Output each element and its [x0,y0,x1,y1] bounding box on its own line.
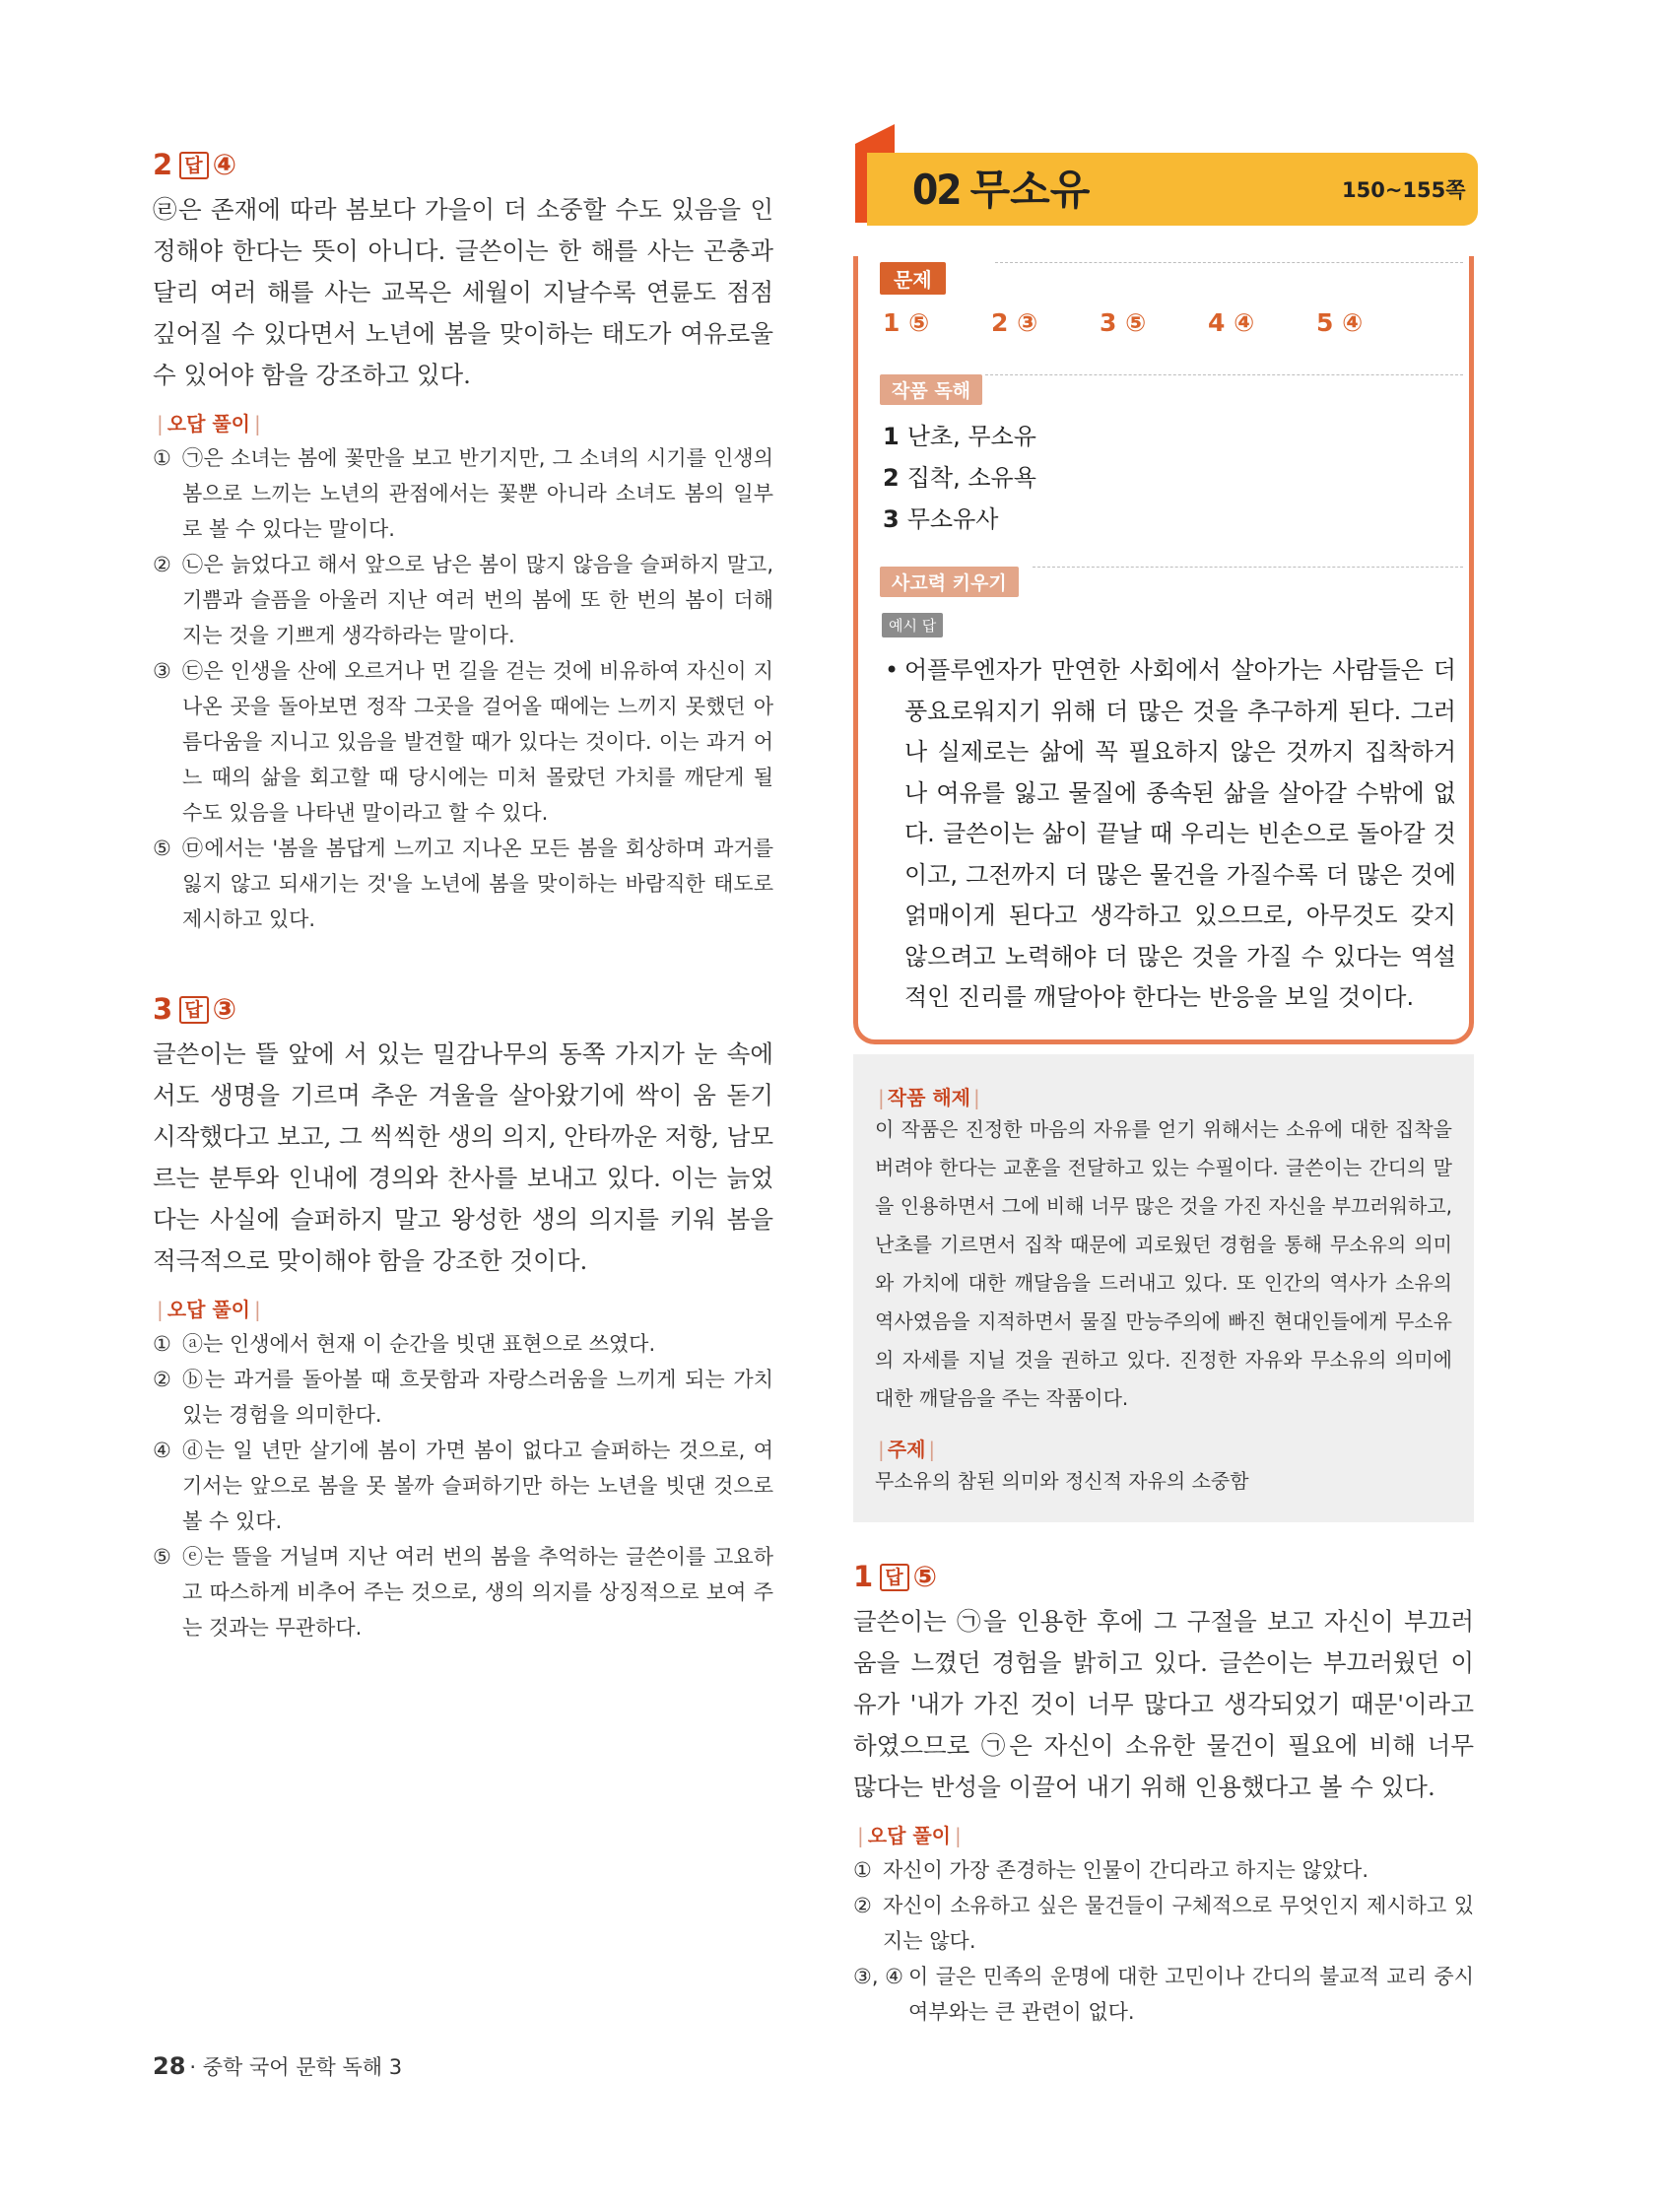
list-item: ① ⓐ는 인생에서 현재 이 순간을 빗댄 표현으로 쓰였다. [153,1332,656,1356]
wrong-answer-label: | 오답 풀이 | [157,1298,261,1321]
lesson-name: 무소유 [969,166,1091,214]
divider [985,374,1463,375]
list-item: ① ㉠은 소녀는 봄에 꽃만을 보고 반기지만, 그 소녀의 시기를 인생의 봄으로 느끼는 노년의 관점에서는 꽃뿐 아니라 소녀도 봄의 일부로 볼 수 있다는 말이다. [153,446,773,541]
wrong-answer-list [153,440,773,937]
analysis-box [853,1054,1474,1522]
answer-item: 3 ⑤ [1100,308,1147,337]
list-item: ② 자신이 소유하고 싶은 물건들이 구체적으로 무엇인지 제시하고 있지는 않다. [853,1894,1474,1953]
list-item: ④ ⓓ는 일 년만 살기에 봄이 가면 봄이 없다고 슬퍼하는 것으로, 여기서는 앞으로 봄을 못 볼까 슬퍼하기만 하는 노년을 빗댄 것으로 볼 수 있다. [153,1439,773,1533]
example-answer-badge: 예시 답 [882,613,943,637]
question-3-heading [153,992,773,1026]
bullet-icon: • [885,656,900,684]
lesson-title [912,158,1090,217]
question-1-heading [853,1560,1474,1593]
page-number: 28 [153,2052,186,2080]
book-title: · 중학 국어 문학 독해 3 [189,2055,403,2079]
answer-label: 답 [179,152,208,179]
answer-item: 2 ③ [991,308,1038,337]
divider [1033,567,1463,568]
question-2-heading [153,148,773,181]
theme-text: 무소유의 참된 의미와 정신적 자유의 소중함 [875,1469,1249,1493]
answer-choice: ③ [212,992,238,1026]
reading-tag: 작품 독해 [880,374,982,405]
question-number: 3 [153,992,174,1026]
thinking-answer: • 어플루엔자가 만연한 사회에서 살아가는 사람들은 더 풍요로워지기 위해 더 많은 것을 추구하게 된다. 그러나 실제로는 삶에 꼭 필요하지 않은 것까지 집착하거나 여유를 잃고 물질에 종속된 삶을 살아갈 수밖에 없다. 글쓴이는 삶이 끝날 때 우리는 빈손으로 돌아갈 것이고, 그전까지 더 많은 물건을 가질수록 더 많은 것에 얽매이게 된다고 생각하고 있으므로, 아무것도 갖지 않으려고 노력해야 더 많은 것을 가질 수 있다는 역설적인 진리를 깨달아야 한다는 반응을 보일 것이다. [885,650,1456,1019]
divider [995,262,1463,263]
answer-item: 1 ⑤ [883,308,930,337]
list-item: 3 무소유사 [883,505,999,533]
page-range: 150~155쪽 [1342,178,1466,202]
list-item: ② ㉡은 늙었다고 해서 앞으로 남은 봄이 많지 않음을 슬퍼하지 말고, 기쁨과 슬픔을 아울러 지난 여러 번의 봄에 또 한 번의 봄이 더해지는 것을 기쁘게 생각하라는 말이다. [153,553,773,647]
answer-item: 5 ④ [1316,308,1364,337]
question-1-section [853,1560,1474,2030]
wrong-answer-list [853,1852,1474,2030]
list-item: ⑤ ㉤에서는 '봄을 봄답게 느끼고 지나온 모든 봄을 회상하며 과거를 잃지 않고 되새기는 것'을 노년에 봄을 맞이하는 바람직한 태도로 제시하고 있다. [153,837,773,931]
list-item: 1 난초, 무소유 [883,423,1036,450]
answer-item: 4 ④ [1208,308,1255,337]
list-item: ③ ㉢은 인생을 산에 오르거나 먼 길을 걷는 것에 비유하여 자신이 지나온 곳을 돌아보면 정작 그곳을 걸어올 때에는 느끼지 못했던 아름다움을 지니고 있음을 발견할 때가 있다는 것이다. 이는 과거 어느 때의 삶을 회고할 때 당시에는 미처 몰랐던 가치를 깨닫게 될 수도 있음을 나타낸 말이라고 할 수 있다. [153,659,773,825]
answer-label: 답 [880,1564,908,1591]
list-item: ① 자신이 가장 존경하는 인물이 간디라고 하지는 않았다. [853,1858,1369,1882]
left-column [153,148,773,1645]
answer-label: 답 [179,996,208,1024]
question-2-explanation: ㉣은 존재에 따라 봄보다 가을이 더 소중할 수도 있음을 인정해야 한다는 뜻이 아니다. 글쓴이는 한 해를 사는 곤충과 달리 여러 해를 사는 교목은 세월이 지날수록 연륜도 점점 깊어질 수 있다면서 노년에 봄을 맞이하는 태도가 여유로울 수 있어야 함을 강조하고 있다. [153,195,773,389]
question-3-explanation: 글쓴이는 뜰 앞에 서 있는 밀감나무의 동쪽 가지가 눈 속에서도 생명을 기르며 추운 겨울을 살아왔기에 싹이 움 돋기 시작했다고 보고, 그 씩씩한 생의 의지, 안타까운 저항, 남모르는 분투와 인내에 경의와 찬사를 보내고 있다. 이는 늙었다는 사실에 슬퍼하지 말고 왕성한 생의 의지를 키워 봄을 적극적으로 맞이해야 함을 강조한 것이다. [153,1039,774,1275]
answer-key [883,308,1434,337]
page-footer [153,2051,402,2081]
wrong-answer-list [153,1326,773,1645]
list-item: ⑤ ⓔ는 뜰을 거닐며 지난 여러 번의 봄을 추억하는 글쓴이를 고요하고 따스하게 비추어 주는 것으로, 생의 의지를 상징적으로 보여 주는 것과는 무관하다. [153,1545,773,1640]
lesson-number: 02 [912,166,961,214]
analysis-label: | 작품 해제 | [878,1086,980,1109]
reading-answers [883,416,1036,540]
theme-label: | 주제 | [878,1438,936,1461]
question-number: 1 [853,1560,875,1593]
wrong-answer-label: | 오답 풀이 | [857,1824,962,1847]
answer-choice: ④ [212,148,238,181]
list-item: ② ⓑ는 과거를 돌아볼 때 흐뭇함과 자랑스러움을 느끼게 되는 가치 있는 경험을 의미한다. [153,1368,773,1427]
problems-tag: 문제 [880,262,946,295]
thinking-tag: 사고력 키우기 [880,567,1019,597]
answer-choice: ⑤ [912,1560,939,1593]
list-item: 2 집착, 소유욕 [883,464,1036,492]
question-number: 2 [153,148,174,181]
question-1-explanation: 글쓴이는 ㉠을 인용한 후에 그 구절을 보고 자신이 부끄러움을 느꼈던 경험을 밝히고 있다. 글쓴이는 부끄러웠던 이유가 '내가 가진 것이 너무 많다고 생각되었기 때문'이라고 하였으므로 ㉠은 자신이 소유한 물건이 필요에 비해 너무 많다는 반성을 이끌어 내기 위해 인용했다고 볼 수 있다. [853,1607,1474,1801]
wrong-answer-label: | 오답 풀이 | [157,412,261,436]
list-item: ③, ④ 이 글은 민족의 운명에 대한 고민이나 간디의 불교적 교리 중시 여부와는 큰 관련이 없다. [853,1965,1474,2024]
analysis-text: 이 작품은 진정한 마음의 자유를 얻기 위해서는 소유에 대한 집착을 버려야 한다는 교훈을 전달하고 있는 수필이다. 글쓴이는 간디의 말을 인용하면서 그에 비해 너무 많은 것을 가진 자신을 부끄러워하고, 난초를 기르면서 집착 때문에 괴로웠던 경험을 통해 무소유의 의미와 가치에 대한 깨달음을 드러내고 있다. 또 인간의 역사가 소유의 역사였음을 지적하면서 물질 만능주의에 빠진 현대인들에게 무소유의 자세를 지닐 것을 권하고 있다. 진정한 자유와 무소유의 의미에 대한 깨달음을 주는 작품이다. [875,1117,1452,1410]
